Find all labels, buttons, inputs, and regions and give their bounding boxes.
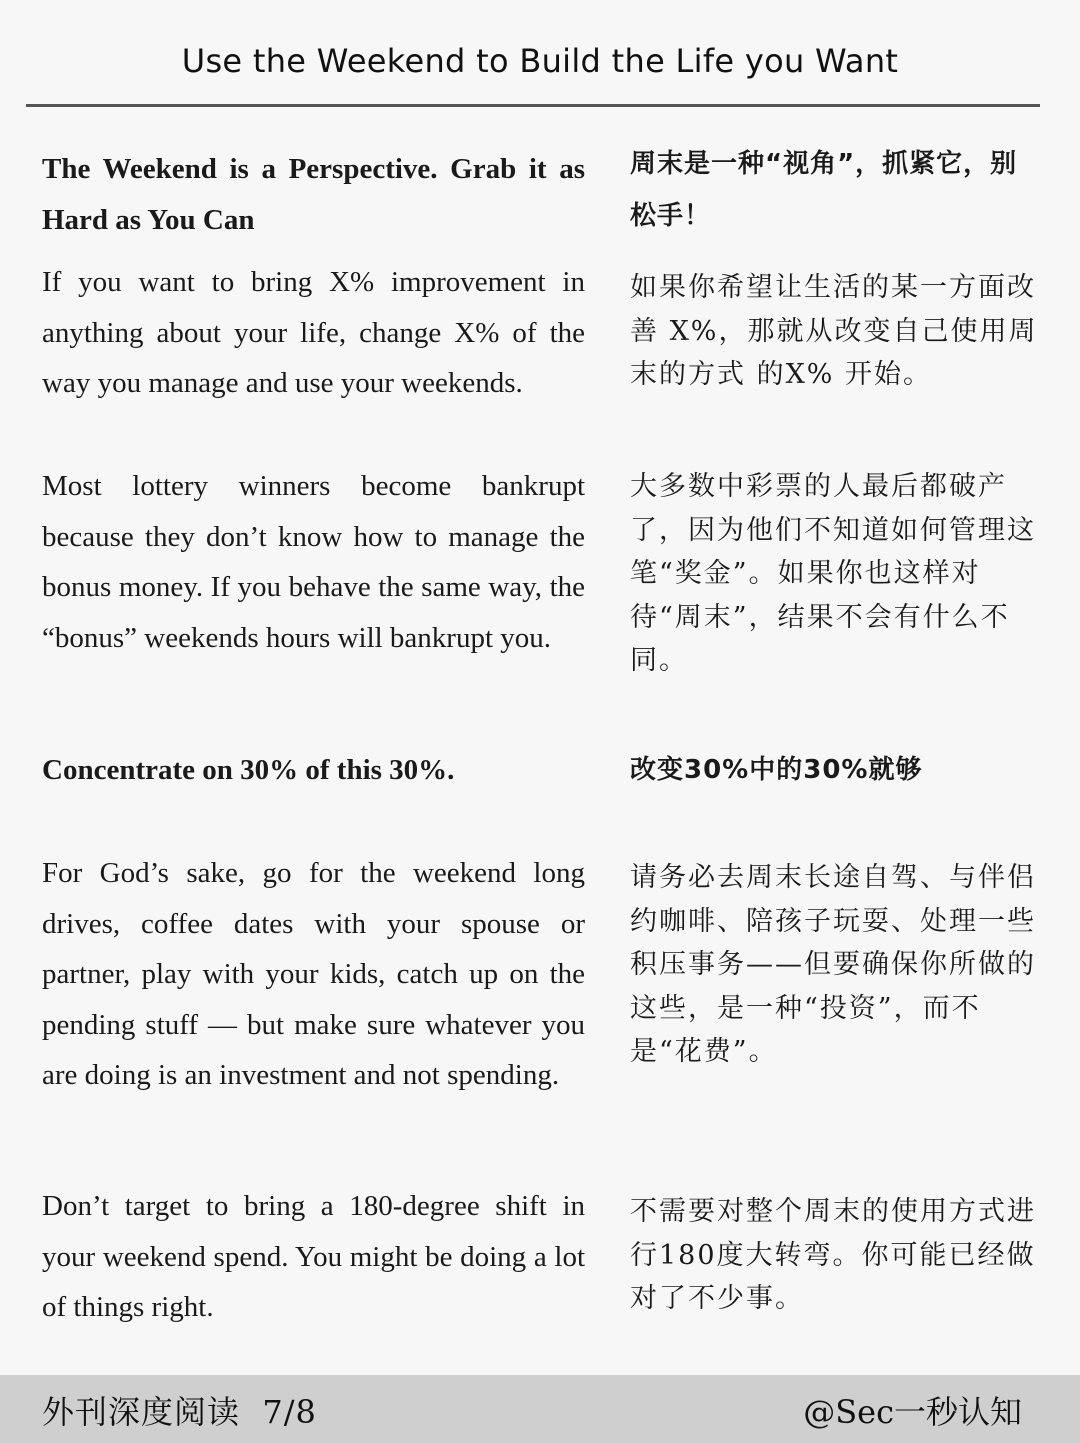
en-paragraph-lottery: Most lottery winners become bankrupt because they don’t know how to manage the bonus money. If you behave the same way, the “bonus” weekends hours will bankrupt you. <box>42 470 585 654</box>
en-heading-weekend-perspective: The Weekend is a Perspective. Grab it as Hard as You Can <box>42 153 585 236</box>
en-heading-concentrate: Concentrate on 30% of this 30%. <box>42 754 455 786</box>
footer-series-page: 外刊深度阅读 7/8 <box>42 1393 317 1431</box>
cn-heading-concentrate: 改变30%中的30%就够 <box>630 755 923 785</box>
cn-heading-weekend-perspective: 周末是一种“视角”，抓紧它，别松手！ <box>630 149 1018 231</box>
footer-bar <box>0 1375 1080 1443</box>
footer-author-handle: @Sec一秒认知 <box>803 1393 1022 1431</box>
en-paragraph-investment: For God’s sake, go for the weekend long drives, coffee dates with your spouse or partner, play with your kids, catch up on the pending stuff — but make sure whatever you are doing is an investment and not spending. <box>42 857 585 1091</box>
cn-paragraph-investment: 请务必去周末长途自驾、与伴侣约咖啡、陪孩子玩耍、处理一些积压事务——但要确保你所做的这些，是一种“投资”，而不是“花费”。 <box>630 862 1036 1067</box>
title-divider <box>26 104 1040 107</box>
en-paragraph-shift: Don’t target to bring a 180-degree shift in your weekend spend. You might be doing a lot of things right. <box>42 1190 585 1323</box>
cn-paragraph-shift: 不需要对整个周末的使用方式进行180度大转弯。你可能已经做对了不少事。 <box>630 1196 1036 1314</box>
cn-paragraph-improvement: 如果你希望让生活的某一方面改善 X%，那就从改变自己使用周末的方式 的X% 开始。 <box>630 272 1038 390</box>
cn-paragraph-lottery: 大多数中彩票的人最后都破产了，因为他们不知道如何管理这笔“奖金”。如果你也这样对待“周末”，结果不会有什么不同。 <box>630 471 1036 676</box>
page-title: Use the Weekend to Build the Life you Want <box>181 42 899 80</box>
en-paragraph-improvement: If you want to bring X% improvement in anything about your life, change X% of the way you manage and use your weekends. <box>42 266 585 399</box>
